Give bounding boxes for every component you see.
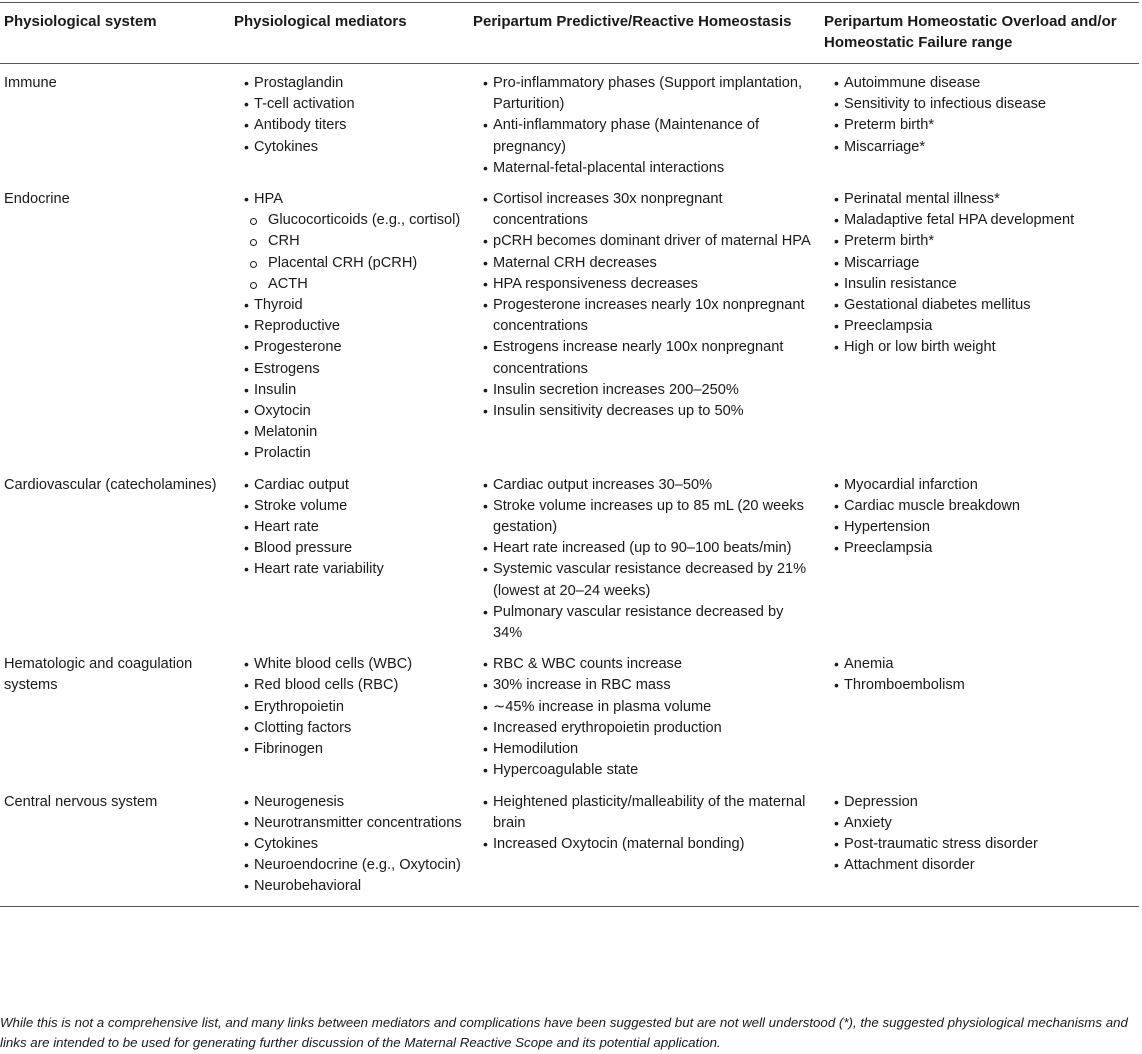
failure-list (824, 475, 1135, 560)
list-item: • Progesterone (234, 337, 465, 358)
table-body (0, 64, 1139, 907)
list-item: • Preterm birth* (824, 231, 1135, 252)
mediators-list (234, 792, 465, 898)
list-item: • Progesterone increases nearly 10x nonpregnant concentrations (473, 295, 816, 337)
list-item: • Attachment disorder (824, 855, 1135, 876)
list-item: • Cardiac muscle breakdown (824, 496, 1135, 517)
list-item: • 30% increase in RBC mass (473, 675, 816, 696)
cell-homeostasis (469, 470, 820, 650)
table-row (0, 649, 1139, 786)
list-item: • HPA (234, 189, 465, 210)
cell-system (0, 787, 230, 907)
list-item: • Cortisol increases 30x nonpregnant concentrations (473, 189, 816, 231)
cell-mediators (230, 787, 469, 907)
cell-homeostasis (469, 64, 820, 185)
list-item: • Prolactin (234, 443, 465, 464)
list-item: • Cardiac output (234, 475, 465, 496)
list-item: • Insulin sensitivity decreases up to 50% (473, 401, 816, 422)
list-item: • pCRH becomes dominant driver of maternal HPA (473, 231, 816, 252)
mediators-list (234, 73, 465, 158)
cell-homeostasis (469, 649, 820, 786)
system-name: Central nervous system (4, 793, 158, 810)
list-item: • Increased erythropoietin production (473, 718, 816, 739)
list-item: • Heightened plasticity/malleability of the maternal brain (473, 792, 816, 834)
sub-list-item: Glucocorticoids (e.g., cortisol) (234, 210, 465, 231)
failure-list (824, 73, 1135, 158)
list-item: • Estrogens increase nearly 100x nonpregnant concentrations (473, 337, 816, 379)
list-item: • Miscarriage (824, 253, 1135, 274)
list-item: • Hypercoagulable state (473, 760, 816, 781)
list-item: • Myocardial infarction (824, 475, 1135, 496)
list-item: • Neurotransmitter concentrations (234, 813, 465, 834)
table-row (0, 64, 1139, 185)
header-predictive-reactive-homeostasis: Peripartum Predictive/Reactive Homeostasis (469, 3, 820, 64)
cell-system (0, 184, 230, 470)
list-item: • Stroke volume (234, 496, 465, 517)
list-item: • Heart rate increased (up to 90–100 beats/min) (473, 538, 816, 559)
cell-failure-range (820, 649, 1139, 786)
list-item: • Heart rate (234, 517, 465, 538)
cell-mediators (230, 64, 469, 185)
list-item: • HPA responsiveness decreases (473, 274, 816, 295)
system-name: Immune (4, 75, 57, 91)
list-item: • Red blood cells (RBC) (234, 675, 465, 696)
mediators-list (234, 189, 465, 465)
mediators-list (234, 654, 465, 760)
cell-homeostasis (469, 787, 820, 907)
list-item: • Preeclampsia (824, 316, 1135, 337)
list-item: • Fibrinogen (234, 739, 465, 760)
list-item: • Antibody titers (234, 115, 465, 136)
list-item: • Perinatal mental illness* (824, 189, 1135, 210)
list-item: • Cytokines (234, 137, 465, 158)
header-homeostatic-failure-range: Peripartum Homeostatic Overload and/or Homeostatic Failure range (820, 3, 1139, 64)
header-physiological-mediators: Physiological mediators (230, 3, 469, 64)
list-item: • Insulin secretion increases 200–250% (473, 380, 816, 401)
list-item: • Miscarriage* (824, 137, 1135, 158)
list-item: • Gestational diabetes mellitus (824, 295, 1135, 316)
sub-list-item: ACTH (234, 274, 465, 295)
homeostasis-list (473, 189, 816, 422)
list-item: • Reproductive (234, 316, 465, 337)
list-item: • Neurobehavioral (234, 876, 465, 897)
list-item: • Stroke volume increases up to 85 mL (20 weeks gestation) (473, 496, 816, 538)
cell-homeostasis (469, 184, 820, 470)
list-item: • Autoimmune disease (824, 73, 1135, 94)
list-item: • Erythropoietin (234, 697, 465, 718)
list-item: • Sensitivity to infectious disease (824, 94, 1135, 115)
list-item: • Clotting factors (234, 718, 465, 739)
list-item: • Anemia (824, 654, 1135, 675)
cell-mediators (230, 184, 469, 470)
list-item: • Post-traumatic stress disorder (824, 834, 1135, 855)
table-row (0, 184, 1139, 470)
homeostasis-list (473, 73, 816, 179)
cell-failure-range (820, 64, 1139, 185)
list-item: • Pulmonary vascular resistance decreased by 34% (473, 602, 816, 644)
list-item: • High or low birth weight (824, 337, 1135, 358)
cell-failure-range (820, 184, 1139, 470)
system-name: Hematologic and coagulation systems (4, 656, 193, 694)
cell-mediators (230, 649, 469, 786)
list-item: • Anti-inflammatory phase (Maintenance of pregnancy) (473, 115, 816, 157)
list-item: • Hemodilution (473, 739, 816, 760)
homeostasis-list (473, 792, 816, 856)
table-footnote: While this is not a comprehensive list, and many links between mediators and complications have been suggested but are not well understood (*), the suggested physiological mechanisms and links are intended to be used for generating further discussion of the Maternal Reactive Scope and its potential application. (0, 1015, 1128, 1050)
list-item: • Maladaptive fetal HPA development (824, 210, 1135, 231)
sub-list-item: CRH (234, 231, 465, 252)
list-item: • Blood pressure (234, 538, 465, 559)
list-item: • Neurogenesis (234, 792, 465, 813)
list-item: • Thyroid (234, 295, 465, 316)
list-item: • Insulin (234, 380, 465, 401)
list-item: • Preterm birth* (824, 115, 1135, 136)
list-item: • T-cell activation (234, 94, 465, 115)
list-item: • Heart rate variability (234, 559, 465, 580)
homeostasis-list (473, 475, 816, 645)
list-item: • Maternal CRH decreases (473, 253, 816, 274)
list-item: • Systemic vascular resistance decreased by 21% (lowest at 20–24 weeks) (473, 559, 816, 601)
system-name: Cardiovascular (catecholamines) (4, 476, 217, 493)
list-item: • Cytokines (234, 834, 465, 855)
cell-system (0, 64, 230, 185)
homeostasis-list (473, 654, 816, 781)
list-item: • Melatonin (234, 422, 465, 443)
failure-list (824, 792, 1135, 877)
list-item: • Estrogens (234, 359, 465, 380)
list-item: • Insulin resistance (824, 274, 1135, 295)
cell-system (0, 470, 230, 650)
list-item: • Oxytocin (234, 401, 465, 422)
list-item: • Increased Oxytocin (maternal bonding) (473, 834, 816, 855)
list-item: • Prostaglandin (234, 73, 465, 94)
system-name: Endocrine (4, 191, 70, 208)
list-item: • Cardiac output increases 30–50% (473, 475, 816, 496)
list-item: • White blood cells (WBC) (234, 654, 465, 675)
list-item: • Depression (824, 792, 1135, 813)
table-header-row (0, 3, 1139, 64)
table-row (0, 470, 1139, 650)
cell-mediators (230, 470, 469, 650)
list-item: • Hypertension (824, 517, 1135, 538)
physiological-systems-table (0, 3, 1139, 907)
list-item: • Thromboembolism (824, 675, 1135, 696)
header-physiological-system: Physiological system (0, 3, 230, 64)
cell-failure-range (820, 787, 1139, 907)
list-item: • Preeclampsia (824, 538, 1135, 559)
failure-list (824, 654, 1135, 696)
list-item: • Pro-inflammatory phases (Support implantation, Parturition) (473, 73, 816, 115)
list-item: • Maternal-fetal-placental interactions (473, 158, 816, 179)
list-item: • RBC & WBC counts increase (473, 654, 816, 675)
table-row (0, 787, 1139, 907)
cell-system (0, 649, 230, 786)
list-item: • ∼45% increase in plasma volume (473, 697, 816, 718)
sub-list-item: Placental CRH (pCRH) (234, 253, 465, 274)
cell-failure-range (820, 470, 1139, 650)
list-item: • Neuroendocrine (e.g., Oxytocin) (234, 855, 465, 876)
mediators-list (234, 475, 465, 581)
list-item: • Anxiety (824, 813, 1135, 834)
failure-list (824, 189, 1135, 359)
